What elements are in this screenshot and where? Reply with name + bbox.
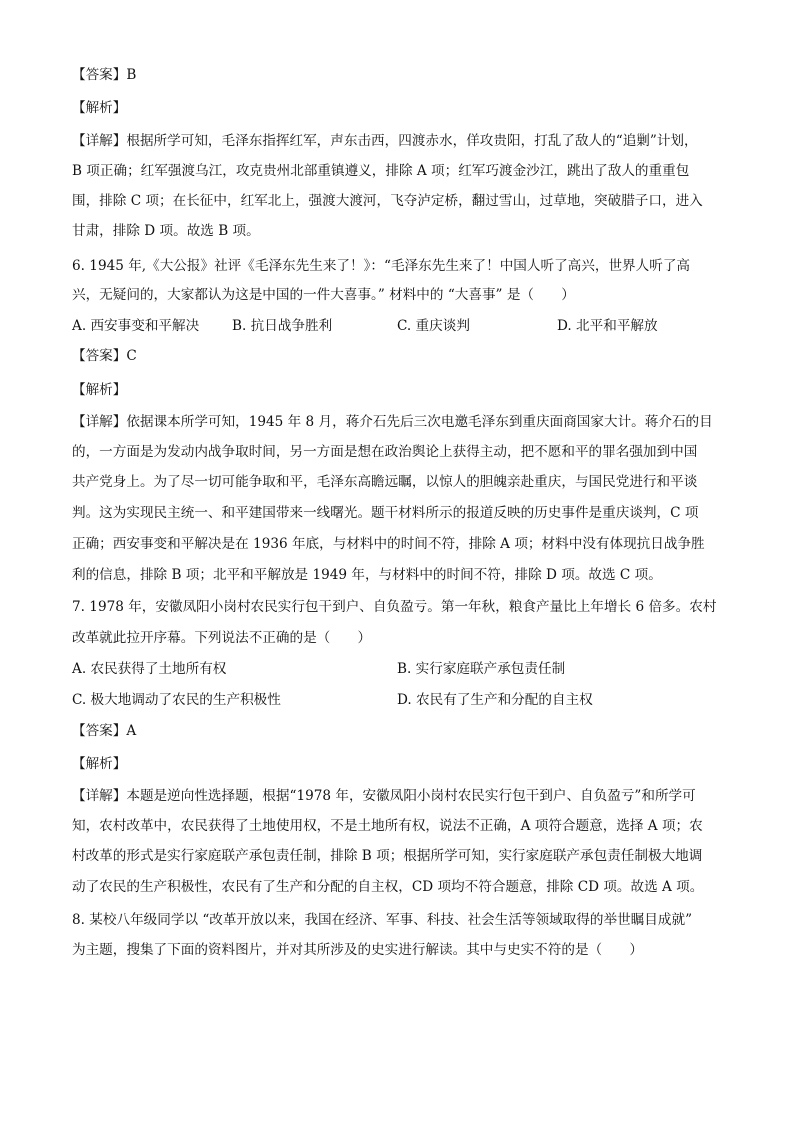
q6-stem-line-1: 6. 1945 年,《大公报》社评《毛泽东先生来了！》：“毛泽东先生来了！中国人听了高兴，世界人听了高 [72, 258, 691, 274]
q6-detail-line-4: 判。这为实现民主统一、和平建国带来一线曙光。题干材料所示的报道反映的历史事件是重庆谈判，C 项 [72, 505, 699, 521]
answer-value: B [126, 67, 137, 83]
detail-text: 根据所学可知，毛泽东指挥红军，声东击西，四渡赤水，佯攻贵阳，打乱了敌人的“追剿”计划， [126, 133, 698, 149]
q7-analysis-label: 【解析】 [72, 756, 127, 772]
q7-stem-line-2: 改革就此拉开序幕。下列说法不正确的是（ ） [72, 630, 372, 646]
q7-stem-line-1: 7. 1978 年，安徽凤阳小岗村农民实行包干到户、自负盈亏。第一年秋，粮食产量比上年增长 6 倍多。农村 [72, 599, 717, 615]
q6-detail-line-2: 的，一方面是为发动内战争取时间，另一方面是想在政治舆论上获得主动，把不愿和平的罪名强加到中国 [72, 444, 698, 460]
q6-answer [72, 347, 722, 365]
q5-detail-line-3: 围，排除 C 项；在长征中，红军北上，强渡大渡河，飞夺泸定桥，翻过雪山，过草地，突破腊子口，进入 [72, 193, 703, 209]
answer-value: C [126, 348, 137, 364]
q7-detail-line-2: 知，农村改革中，农民获得了土地使用权，不是土地所有权，说法不正确，A 项符合题意，选择 A 项；农 [72, 818, 703, 834]
q5-detail-line-4: 甘肃，排除 D 项。故选 B 项。 [72, 223, 260, 239]
detail-label: 【详解】 [72, 414, 127, 430]
q6-detail-line-6: 利的信息，排除 B 项；北平和平解放是 1949 年，与材料中的时间不符，排除 D 项。故选 C 项。 [72, 567, 662, 583]
q7-answer [72, 722, 722, 740]
q5-detail-line-1 [72, 132, 722, 150]
q7-option-c: C. 极大地调动了农民的生产积极性 [72, 692, 281, 708]
q5-detail-line-2: B 项正确；红军强渡乌江，攻克贵州北部重镇遵义，排除 A 项；红军巧渡金沙江，跳出了敌人的重重包 [72, 163, 690, 179]
answer-label: 【答案】 [72, 67, 127, 83]
q6-option-a: A. 西安事变和平解决 [72, 318, 200, 334]
answer-label: 【答案】 [72, 348, 127, 364]
q7-detail-line-3: 村改革的形式是实行家庭联产承包责任制，排除 B 项；根据所学可知，实行家庭联产承包责任制极大地调 [72, 848, 703, 864]
q6-option-d: D. 北平和平解放 [557, 318, 658, 334]
q6-detail-line-5: 正确；西安事变和平解决是在 1936 年底，与材料中的时间不符，排除 A 项；材料中没有体现抗日战争胜 [72, 536, 705, 552]
detail-text: 依据课本所学可知，1945 年 8 月，蒋介石先后三次电邀毛泽东到重庆面商国家大计。蒋介石的目 [126, 414, 713, 430]
detail-label: 【详解】 [72, 788, 127, 804]
detail-label: 【详解】 [72, 133, 127, 149]
q5-analysis-label: 【解析】 [72, 100, 127, 116]
q6-detail-line-1 [72, 413, 722, 431]
q7-option-b: B. 实行家庭联产承包责任制 [397, 661, 566, 677]
q6-option-c: C. 重庆谈判 [397, 318, 470, 334]
q6-analysis-label: 【解析】 [72, 382, 127, 398]
answer-value: A [126, 723, 137, 739]
q8-stem-line-1: 8. 某校八年级同学以 “改革开放以来，我国在经济、军事、科技、社会生活等领域取得的举世瞩目成就” [72, 912, 693, 928]
q8-stem-line-2: 为主题，搜集了下面的资料图片，并对其所涉及的史实进行解读。其中与史实不符的是（ ） [72, 942, 643, 958]
q6-option-b: B. 抗日战争胜利 [232, 318, 333, 334]
answer-label: 【答案】 [72, 723, 127, 739]
q7-detail-line-4: 动了农民的生产积极性，农民有了生产和分配的自主权，CD 项均不符合题意，排除 CD 项。故选 A 项。 [72, 879, 704, 895]
detail-text: 本题是逆向性选择题，根据“1978 年，安徽凤阳小岗村农民实行包干到户、自负盈亏”和所学可 [126, 788, 696, 804]
q5-answer [72, 66, 722, 84]
q7-option-a: A. 农民获得了土地所有权 [72, 661, 227, 677]
q6-detail-line-3: 共产党身上。为了尽一切可能争取和平，毛泽东高瞻远瞩，以惊人的胆魄亲赴重庆，与国民党进行和平谈 [72, 474, 698, 490]
q6-stem-line-2: 兴，无疑问的，大家都认为这是中国的一件大喜事。” 材料中的 “大喜事” 是（ ） [72, 287, 575, 303]
q7-option-d: D. 农民有了生产和分配的自主权 [397, 692, 593, 708]
q7-detail-line-1 [72, 787, 722, 805]
